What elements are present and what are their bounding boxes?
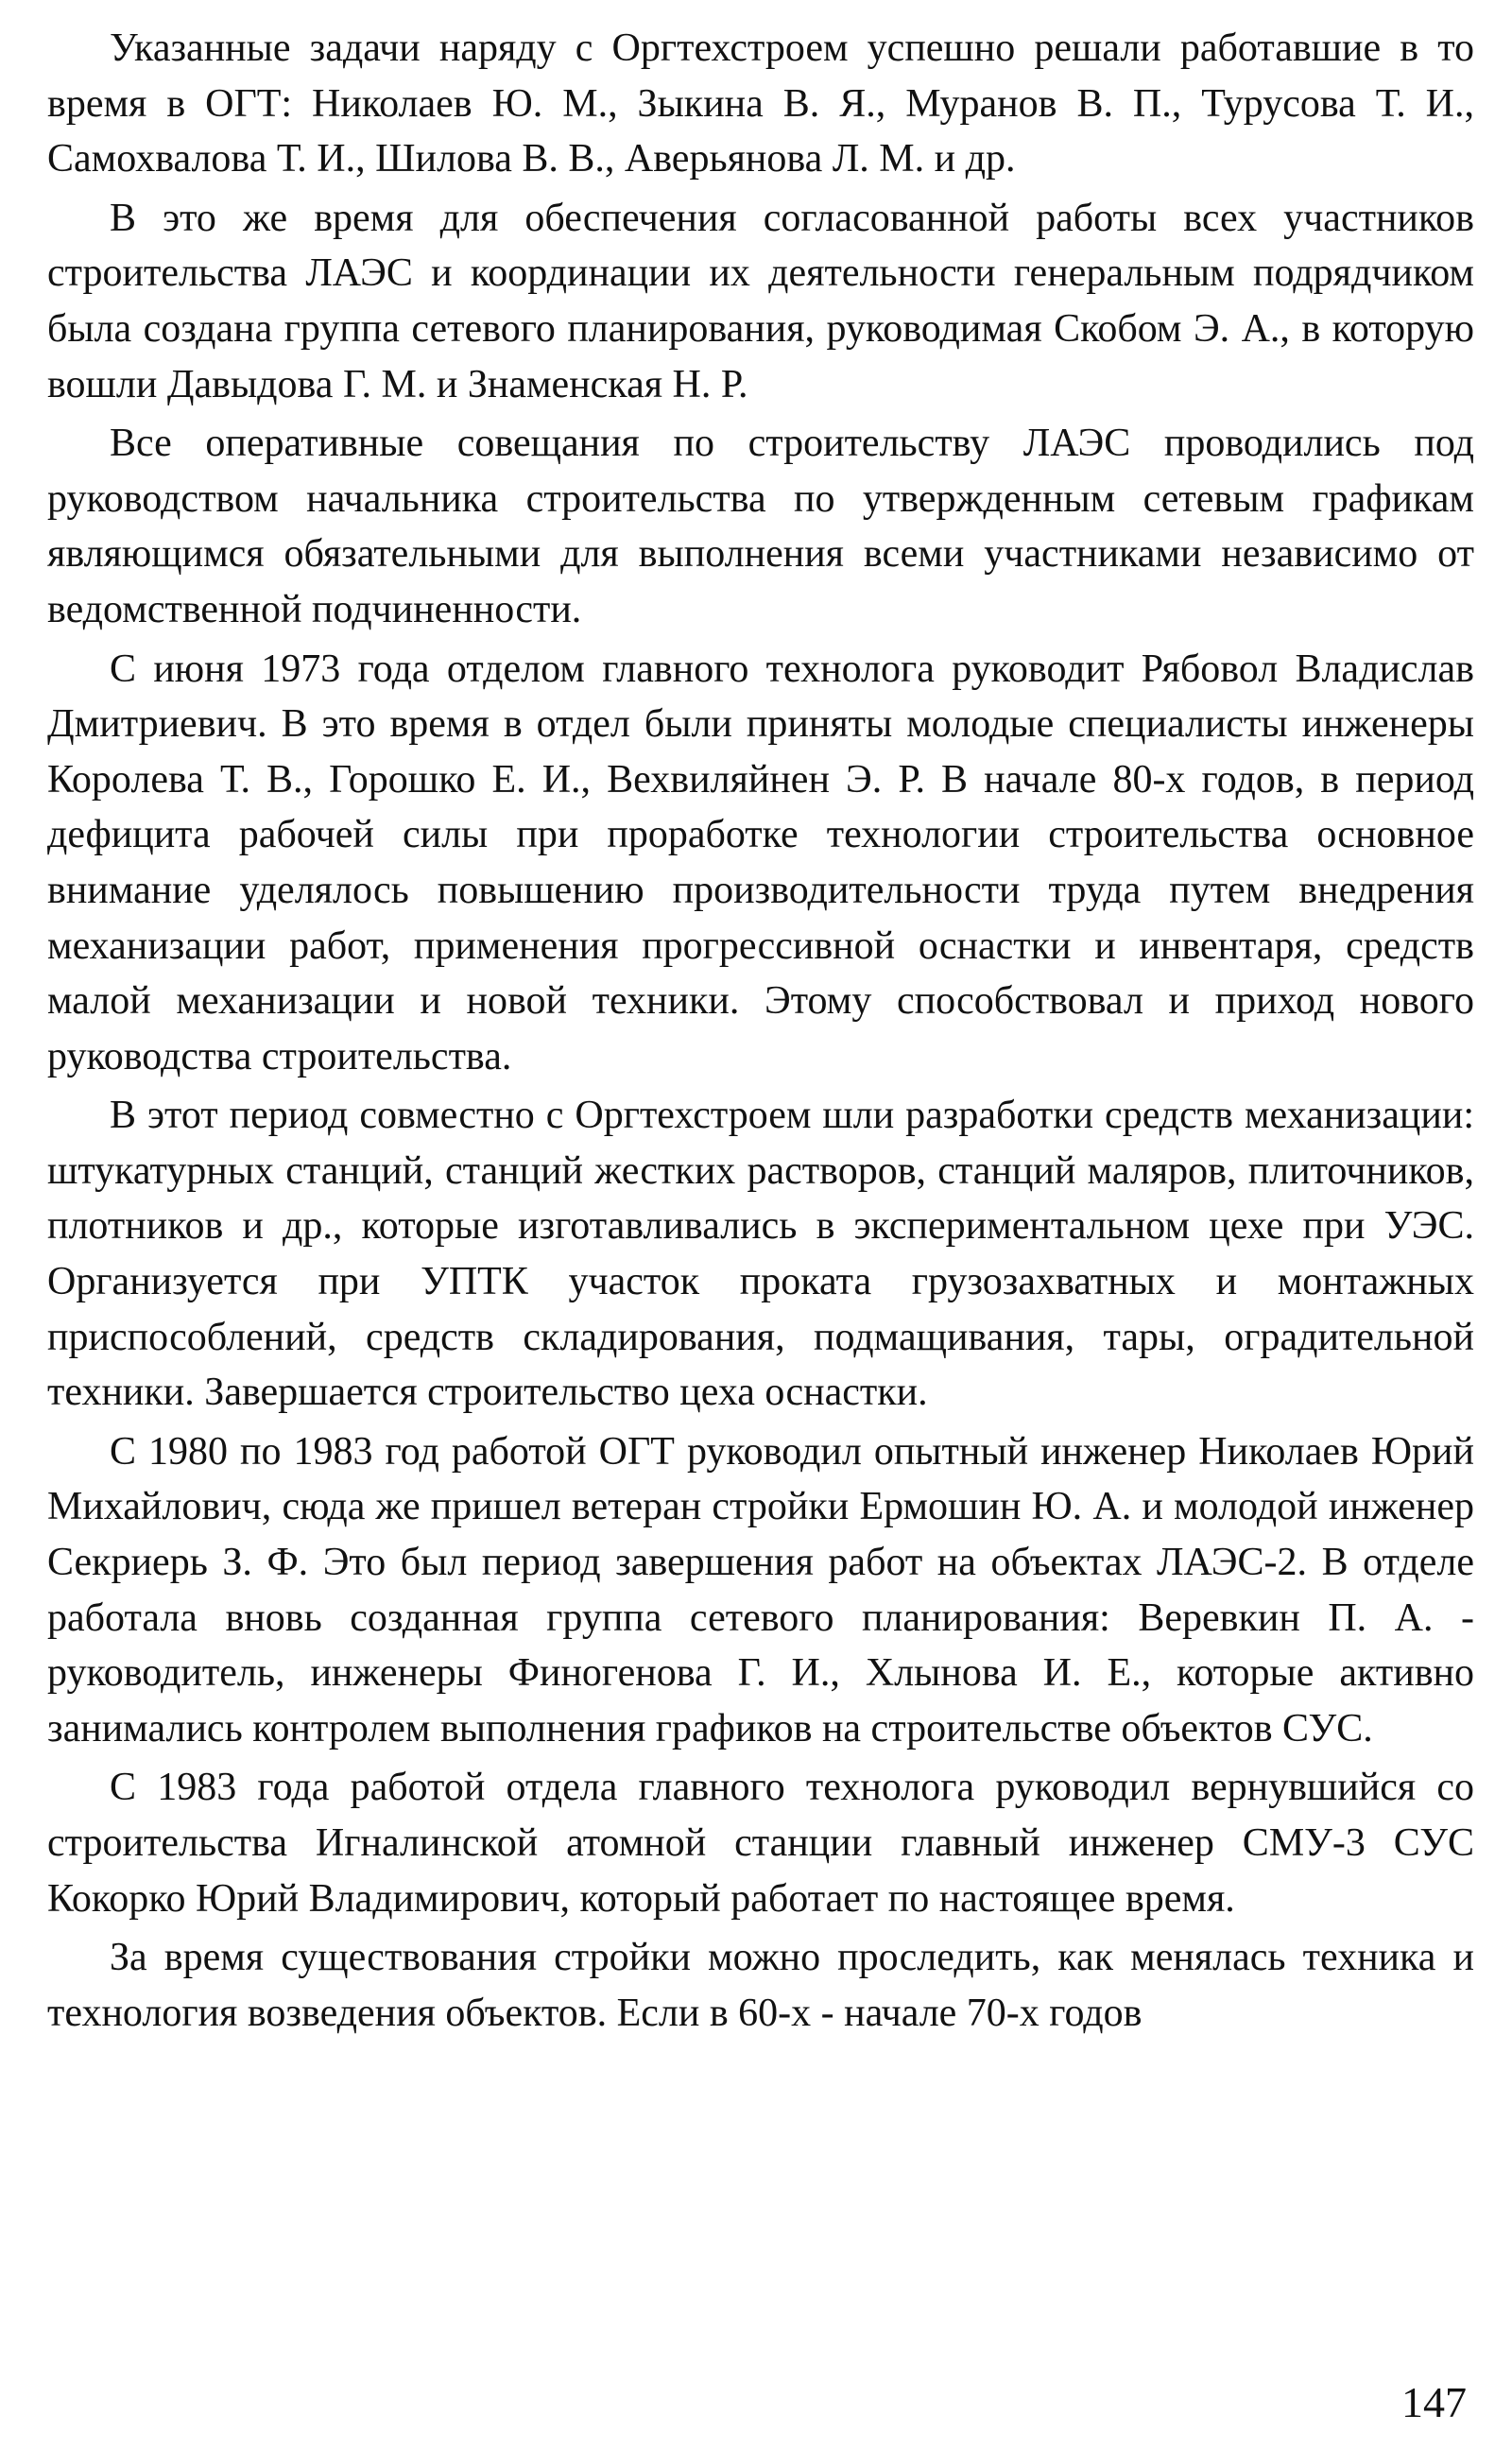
paragraph: С 1980 по 1983 год работой ОГТ руководил опытный инженер Николаев Юрий Михайлович, сюда же пришел ветеран стройки Ермошин Ю. А. и молодой инженер Секриерь З. Ф. Это был период завершения работ на объектах ЛАЭС-2. В отделе работала вновь созданная группа сетевого планирования: Веревкин П. А. - руководитель, инженеры Финогенова Г. И., Хлынова И. Е., которые активно занимались контролем выполнения графиков на строительстве объектов СУС. — [47, 1429, 1474, 1751]
paragraph: В это же время для обеспечения согласованной работы всех участников строительства ЛАЭС и координации их деятельности генеральным подрядчиком была создана группа сетевого планирования, руководимая Скобом Э. А., в которую вошли Давыдова Г. М. и Знаменская Н. Р. — [47, 196, 1474, 406]
page-content — [47, 21, 1474, 2044]
paragraph: За время существования стройки можно проследить, как менялась техника и технология возведения объектов. Если в 60-х - начале 70-х годов — [47, 1936, 1474, 2035]
page-number: 147 — [1401, 2378, 1467, 2426]
paragraph: С июня 1973 года отделом главного технолога руководит Рябовол Владислав Дмитриевич. В это время в отдел были приняты молодые специалисты инженеры Королева Т. В., Горошко Е. И., Вехвиляйнен Э. Р. В начале 80-х годов, в период дефицита рабочей силы при проработке технологии строительства основное внимание уделялось повышению производительности труда путем внедрения механизации работ, применения прогрессивной оснастки и инвентаря, средств малой механизации и новой техники. Этому способствовал и приход нового руководства строительства. — [47, 647, 1474, 1078]
paragraph: С 1983 года работой отдела главного технолога руководил вернувшийся со строительства Игналинской атомной станции главный инженер СМУ-3 СУС Кокорко Юрий Владимирович, который работает по настоящее время. — [47, 1766, 1474, 1921]
paragraph: Все оперативные совещания по строительству ЛАЭС проводились под руководством начальника строительства по утвержденным сетевым графикам являющимся обязательными для выполнения всеми участниками независимо от ведомственной подчиненности. — [47, 422, 1474, 631]
paragraph: В этот период совместно с Оргтехстроем шли разработки средств механизации: штукатурных станций, станций жестких растворов, станций маляров, плиточников, плотников и др., которые изготавливались в экспериментальном цехе при УЭС. Организуется при УПТК участок проката грузозахватных и монтажных приспособлений, средств складирования, подмащивания, тары, оградительной техники. Завершается строительство цеха оснастки. — [47, 1094, 1474, 1415]
paragraph: Указанные задачи наряду с Оргтехстроем успешно решали работавшие в то время в ОГТ: Николаев Ю. М., Зыкина В. Я., Муранов В. П., Турусова Т. И., Самохвалова Т. И., Шилова В. В., Аверьянова Л. М. и др. — [47, 26, 1474, 181]
